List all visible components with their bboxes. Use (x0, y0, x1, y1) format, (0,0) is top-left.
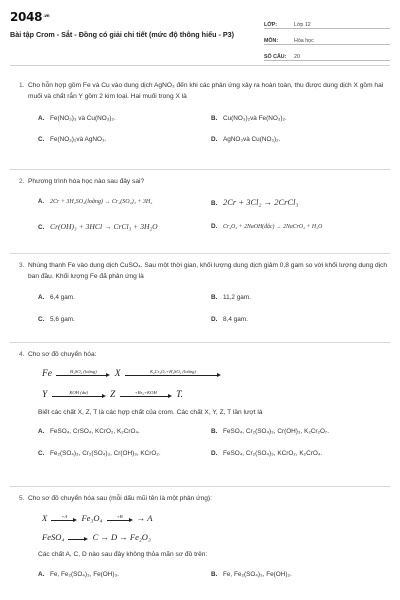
option-key: B. (211, 571, 218, 578)
question-head (10, 493, 390, 504)
question-head (10, 260, 390, 282)
meta-value: 20 (294, 54, 300, 60)
option-text: Fe(NO₃)₃ và Cu(NO₃)₂. (50, 115, 116, 122)
option-text: AgNO₃và Cu(NO₃)₂. (223, 136, 281, 143)
question-text-2: Biết các chất X, Z, T là các hợp chất của crom. Các chất X, Y, Z, T lần lượt là (38, 409, 263, 416)
option-key: B. (211, 200, 218, 207)
option-text: 5,6 gam. (50, 316, 75, 323)
reaction-arrow (125, 370, 221, 378)
option-text: FeSO₄, CrSO₄, KCrO₂, K₂CrO₄. (50, 428, 140, 435)
scheme-mid: X (114, 369, 121, 379)
logo-suffix: .vn (43, 13, 50, 18)
option-c[interactable] (38, 314, 211, 325)
scheme-line (10, 513, 390, 524)
option-key: D. (211, 223, 218, 230)
option-a[interactable] (38, 197, 211, 209)
option-b[interactable] (211, 569, 384, 580)
question-text: Cho sơ đồ chuyển hóa: (28, 351, 97, 358)
option-d[interactable] (211, 314, 384, 325)
option-c[interactable] (38, 134, 211, 145)
meta-row-subject (264, 32, 390, 45)
option-a[interactable] (38, 113, 211, 124)
meta-value: Lớp 12 (294, 22, 311, 28)
option-text: Fe, Fe₂(SO₄)₃, Fe(OH)₂. (223, 571, 292, 578)
option-text: 8,4 gam. (223, 316, 248, 323)
scheme-from: X (42, 513, 48, 523)
question-number: 4. (19, 351, 25, 358)
meta-label: SỐ CÂU: (264, 54, 287, 60)
arrow-label: K₂Cr₂O₇+H₂SO₄ (loãng) (150, 368, 196, 374)
scheme-line (10, 532, 390, 543)
option-key: D. (211, 136, 218, 143)
option-key: C. (38, 316, 45, 323)
question-3 (10, 254, 390, 342)
option-text: 11,2 gam. (223, 294, 251, 301)
option-b[interactable] (211, 197, 384, 209)
scheme-line (10, 390, 390, 401)
arrow-label: +B (116, 514, 123, 520)
option-key: B. (211, 294, 218, 301)
option-key: A. (38, 428, 45, 435)
option-key: C. (38, 136, 45, 143)
option-text: 2Cr + 3Cl₂ → 2CrCl₃ (223, 197, 299, 207)
scheme-from: Y (42, 390, 48, 400)
scheme-mid: Fe₃O₄ (81, 513, 103, 523)
arrow-label: +Br₂+KOH (134, 389, 157, 395)
option-text: Fe₂(SO₄)₃, Cr₂(SO₄)₃, Cr(OH)₃, KCrO₂. (50, 450, 161, 457)
document-title: Bài tập Crom - Sắt - Đồng có giải chi tiết (mức độ thông hiểu - P3) (10, 30, 235, 39)
question-number: 1. (19, 82, 25, 89)
scheme-to: T. (176, 390, 184, 400)
logo-text: 2048 (10, 10, 43, 24)
option-b[interactable] (211, 113, 384, 124)
question-4 (10, 343, 390, 486)
option-a[interactable] (38, 569, 211, 580)
scheme-line (10, 369, 390, 380)
option-d[interactable] (211, 134, 384, 145)
meta-row-count (264, 48, 390, 61)
options-grid (10, 569, 390, 580)
question-2 (10, 170, 390, 253)
option-text: FeSO₄, Cr₂(SO₄)₃, KCrO₂, K₂CrO₄. (223, 450, 323, 457)
reaction-arrow (107, 515, 133, 523)
question-number: 5. (19, 495, 25, 502)
option-key: C. (38, 224, 45, 231)
scheme-from: FeSO₄ (42, 532, 65, 542)
option-text: 6,4 gam. (50, 294, 75, 301)
option-b[interactable] (211, 426, 384, 437)
question-text: Cho sơ đồ chuyển hóa sau (mỗi dấu mũi tên là một phản ứng): (28, 495, 212, 502)
meta-label: LỚP: (264, 22, 278, 28)
question-head (10, 349, 390, 360)
scheme-to: → D → Fe₂O₃ (100, 532, 151, 542)
reaction-arrow (51, 515, 77, 523)
option-key: D. (211, 450, 218, 457)
option-text: Cu(NO₃)₂và Fe(NO₃)₂. (223, 115, 287, 122)
question-5 (10, 487, 390, 580)
site-logo[interactable] (10, 10, 250, 24)
options-grid (10, 292, 390, 325)
option-key: C. (38, 450, 45, 457)
option-d[interactable] (211, 448, 384, 459)
option-text: 2Cr + 3H₂SO₄(loãng) → Cr₂(SO₄)₃ + 3H₂ (50, 199, 153, 205)
question-text-2: Các chất A, C, D nào sau đây không thỏa mãn sơ đồ trên: (38, 551, 208, 558)
question-head (10, 80, 390, 102)
reaction-arrow (120, 391, 172, 399)
scheme-to: → A (136, 513, 153, 523)
option-a[interactable] (38, 292, 211, 303)
option-key: A. (38, 115, 45, 122)
arrow-label: +A (61, 514, 68, 520)
options-grid (10, 113, 390, 145)
option-key: A. (38, 294, 45, 301)
document-header (10, 0, 390, 66)
question-1 (10, 66, 390, 169)
option-text: Fe(NO₃)₂và AgNO₃. (50, 136, 107, 143)
scheme-mid: Z (110, 390, 116, 400)
reaction-arrow (52, 391, 106, 399)
scheme-mid: C (92, 532, 99, 542)
scheme-from: Fe (42, 369, 53, 379)
question-text: Phương trình hóa học nào sau đây sai? (28, 178, 145, 185)
option-key: B. (211, 115, 218, 122)
question-text: Nhúng thanh Fe vào dung dịch CuSO₄. Sau một thời gian, khối lượng dung dịch giảm 0,8 gam so với khối lượng dung dịch ban đầu. Khối lượng Fe đã phản ứng là (28, 262, 388, 280)
option-d[interactable] (211, 221, 384, 233)
meta-value: Hóa học (294, 38, 314, 44)
header-left (10, 0, 250, 65)
question-text: Cho hỗn hợp gồm Fe và Cu vào dung dịch AgNO₃ đến khi các phản ứng xảy ra hoàn toàn, thu được dung dịch X gồm hai muối và chất rắn Y gồm 2 kim loại. Hai muối trong X là (28, 82, 384, 100)
options-grid (10, 426, 390, 459)
question-head (10, 176, 390, 187)
option-key: A. (38, 571, 45, 578)
meta-row-class (264, 16, 390, 29)
question-number: 3. (19, 262, 25, 269)
option-text: Cr₂O₃ + 2NaOH(đặc) → 2NaCrO₂ + H₂O (223, 224, 323, 230)
arrow-label: KOH (dư) (69, 389, 89, 395)
option-a[interactable] (38, 426, 211, 437)
question-number: 2. (19, 178, 25, 185)
option-c[interactable] (38, 448, 211, 459)
option-key: A. (38, 199, 44, 205)
option-key: B. (211, 428, 218, 435)
option-text: Fe, Fe₂(SO₄)₃, Fe(OH)₃. (50, 571, 119, 578)
arrow-label: H₂SO₄ (loãng) (70, 368, 97, 374)
header-meta (250, 0, 390, 65)
reaction-arrow (68, 534, 88, 542)
options-grid (10, 197, 390, 233)
option-text: Cr(OH)₃ + 3HCl → CrCl₃ + 3H₂O (50, 222, 158, 231)
option-b[interactable] (211, 292, 384, 303)
option-c[interactable] (38, 221, 211, 233)
option-text: FeSO₄, Cr₂(SO₄)₃, Cr(OH)₃, K₂Cr₂O₇. (223, 428, 329, 435)
meta-label: MÔN: (264, 38, 279, 44)
option-key: D. (211, 316, 218, 323)
reaction-arrow (56, 370, 110, 378)
